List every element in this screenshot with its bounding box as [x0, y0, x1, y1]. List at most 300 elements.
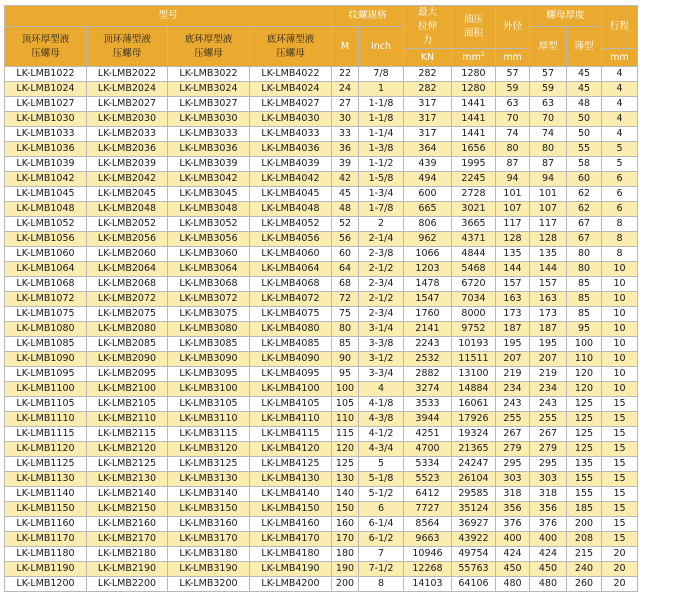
thin-bottom-model-cell: LK-LMB4190 — [250, 562, 332, 577]
thickness-thick-cell: 219 — [530, 367, 567, 382]
thread-m-cell: 200 — [332, 577, 359, 592]
table-row — [5, 517, 638, 532]
thick-top-model-cell: LK-LMB1022 — [5, 67, 87, 82]
thick-top-model-cell: LK-LMB1125 — [5, 457, 87, 472]
thin-bottom-model-cell: LK-LMB4100 — [250, 382, 332, 397]
table-row — [5, 292, 638, 307]
table-row — [5, 412, 638, 427]
outer-dia-cell: 219 — [496, 367, 530, 382]
table-row — [5, 337, 638, 352]
thin-bottom-model-cell: LK-LMB4033 — [250, 127, 332, 142]
oil-area-cell: 2728 — [452, 187, 496, 202]
thread-m-cell: 100 — [332, 382, 359, 397]
outer-dia-cell: 303 — [496, 472, 530, 487]
thickness-thick-cell: 101 — [530, 187, 567, 202]
thick-bottom-model-cell: LK-LMB3048 — [168, 202, 250, 217]
thickness-thick-cell: 144 — [530, 262, 567, 277]
thin-top-model-cell: LK-LMB2115 — [87, 427, 168, 442]
thread-m-cell: 90 — [332, 352, 359, 367]
thread-m-cell: 120 — [332, 442, 359, 457]
thin-bottom-model-cell: LK-LMB4064 — [250, 262, 332, 277]
table-row — [5, 142, 638, 157]
thick-bottom-model-cell: LK-LMB3033 — [168, 127, 250, 142]
oil-area-cell: 11511 — [452, 352, 496, 367]
thin-bottom-model-cell: LK-LMB4039 — [250, 157, 332, 172]
thin-bottom-model-cell: LK-LMB4075 — [250, 307, 332, 322]
thin-bottom-model-cell: LK-LMB4095 — [250, 367, 332, 382]
thin-top-model-cell: LK-LMB2120 — [87, 442, 168, 457]
thickness-thin-cell: 60 — [567, 172, 602, 187]
thick-bottom-model-cell: LK-LMB3090 — [168, 352, 250, 367]
thickness-thick-cell: 94 — [530, 172, 567, 187]
thick-top-model-cell: LK-LMB1024 — [5, 82, 87, 97]
thick-bottom-model-cell: LK-LMB3150 — [168, 502, 250, 517]
stroke-cell: 15 — [602, 442, 638, 457]
table-row — [5, 82, 638, 97]
thickness-thick-cell: 70 — [530, 112, 567, 127]
thin-header: 薄型 — [567, 27, 602, 67]
thickness-thick-cell: 234 — [530, 382, 567, 397]
stroke-cell: 4 — [602, 82, 638, 97]
thread-m-cell: 150 — [332, 502, 359, 517]
thick-bottom-model-cell: LK-LMB3036 — [168, 142, 250, 157]
thread-inch-cell: 1 — [359, 82, 404, 97]
max-tension-cell: 317 — [404, 112, 452, 127]
max-tension-cell: 806 — [404, 217, 452, 232]
thickness-thick-cell: 450 — [530, 562, 567, 577]
thick-bottom-model-cell: LK-LMB3080 — [168, 322, 250, 337]
thick-top-model-cell: LK-LMB1048 — [5, 202, 87, 217]
unit-kn-header: KN — [404, 49, 452, 67]
thread-inch-cell: 1-3/8 — [359, 142, 404, 157]
table-row — [5, 217, 638, 232]
thick-bottom-model-cell: LK-LMB3120 — [168, 442, 250, 457]
thin-top-model-cell: LK-LMB2130 — [87, 472, 168, 487]
thickness-thin-cell: 208 — [567, 532, 602, 547]
thread-m-cell: 24 — [332, 82, 359, 97]
thin-bottom-model-cell: LK-LMB4180 — [250, 547, 332, 562]
stroke-cell: 20 — [602, 577, 638, 592]
thick-bottom-model-cell: LK-LMB3160 — [168, 517, 250, 532]
thin-top-model-cell: LK-LMB2080 — [87, 322, 168, 337]
outer-dia-cell: 279 — [496, 442, 530, 457]
thin-top-model-cell: LK-LMB2027 — [87, 97, 168, 112]
unit-mm-outer-header: mm — [496, 49, 530, 67]
thickness-thin-cell: 155 — [567, 472, 602, 487]
stroke-cell: 6 — [602, 202, 638, 217]
max-tension-cell: 494 — [404, 172, 452, 187]
thread-inch-cell: 2-3/4 — [359, 277, 404, 292]
thick-top-model-cell: LK-LMB1105 — [5, 397, 87, 412]
table-row — [5, 172, 638, 187]
thickness-thin-cell: 120 — [567, 382, 602, 397]
outer-dia-cell: 74 — [496, 127, 530, 142]
thick-top-model-cell: LK-LMB1095 — [5, 367, 87, 382]
thickness-thick-cell: 303 — [530, 472, 567, 487]
unit-mm2-sup: 2 — [480, 50, 485, 58]
oil-area-cell: 14884 — [452, 382, 496, 397]
thread-inch-cell: 3-1/4 — [359, 322, 404, 337]
max-tension-cell: 282 — [404, 67, 452, 82]
thickness-thin-cell: 100 — [567, 337, 602, 352]
thickness-thick-cell: 255 — [530, 412, 567, 427]
table-row — [5, 97, 638, 112]
thin-top-model-cell: LK-LMB2125 — [87, 457, 168, 472]
thread-inch-cell: 4 — [359, 382, 404, 397]
thread-inch-cell: 3-3/4 — [359, 367, 404, 382]
outer-dia-cell: 157 — [496, 277, 530, 292]
oil-area-cell: 1441 — [452, 127, 496, 142]
thin-bottom-model-cell: LK-LMB4140 — [250, 487, 332, 502]
max-tension-header — [404, 6, 452, 49]
table-row — [5, 367, 638, 382]
thin-bottom-model-cell: LK-LMB4160 — [250, 517, 332, 532]
thin-top-model-cell: LK-LMB2170 — [87, 532, 168, 547]
thick-bottom-model-cell: LK-LMB3072 — [168, 292, 250, 307]
thread-inch-cell: 1-1/4 — [359, 127, 404, 142]
table-row — [5, 397, 638, 412]
thick-bottom-model-cell: LK-LMB3125 — [168, 457, 250, 472]
thin-bottom-model-cell: LK-LMB4056 — [250, 232, 332, 247]
thick-bottom-model-cell: LK-LMB3110 — [168, 412, 250, 427]
thick-top-header — [5, 27, 87, 67]
thick-bottom-model-cell: LK-LMB3130 — [168, 472, 250, 487]
thin-top-label: 顶环薄型液压螺母 — [103, 33, 151, 59]
max-tension-cell: 1547 — [404, 292, 452, 307]
thin-bottom-model-cell: LK-LMB4200 — [250, 577, 332, 592]
oil-area-cell: 5468 — [452, 262, 496, 277]
thin-top-model-cell: LK-LMB2030 — [87, 112, 168, 127]
outer-dia-cell: 424 — [496, 547, 530, 562]
max-tension-cell: 14103 — [404, 577, 452, 592]
thick-top-model-cell: LK-LMB1052 — [5, 217, 87, 232]
oil-area-cell: 26104 — [452, 472, 496, 487]
thick-top-model-cell: LK-LMB1027 — [5, 97, 87, 112]
stroke-header: 行程 — [602, 6, 638, 49]
thread-m-cell: 110 — [332, 412, 359, 427]
outer-dia-cell: 63 — [496, 97, 530, 112]
thin-bottom-model-cell: LK-LMB4115 — [250, 427, 332, 442]
oil-area-cell: 16061 — [452, 397, 496, 412]
thin-bottom-model-cell: LK-LMB4170 — [250, 532, 332, 547]
thick-bottom-model-cell: LK-LMB3056 — [168, 232, 250, 247]
outer-dia-cell: 243 — [496, 397, 530, 412]
max-tension-cell: 1066 — [404, 247, 452, 262]
thin-top-model-cell: LK-LMB2052 — [87, 217, 168, 232]
stroke-cell: 10 — [602, 322, 638, 337]
thickness-thick-cell: 207 — [530, 352, 567, 367]
thick-top-model-cell: LK-LMB1033 — [5, 127, 87, 142]
thick-top-model-cell: LK-LMB1080 — [5, 322, 87, 337]
oil-area-cell: 1441 — [452, 97, 496, 112]
oil-area-cell: 3665 — [452, 217, 496, 232]
thickness-thick-cell: 400 — [530, 532, 567, 547]
thick-bottom-model-cell: LK-LMB3042 — [168, 172, 250, 187]
thickness-thin-cell: 50 — [567, 127, 602, 142]
thick-bottom-model-cell: LK-LMB3068 — [168, 277, 250, 292]
outer-dia-cell: 87 — [496, 157, 530, 172]
thick-top-model-cell: LK-LMB1039 — [5, 157, 87, 172]
thickness-thick-cell: 267 — [530, 427, 567, 442]
thread-inch-cell: 1-1/8 — [359, 97, 404, 112]
oil-area-cell: 24247 — [452, 457, 496, 472]
stroke-cell: 10 — [602, 337, 638, 352]
outer-dia-cell: 376 — [496, 517, 530, 532]
oil-area-cell: 1995 — [452, 157, 496, 172]
thick-bottom-model-cell: LK-LMB3180 — [168, 547, 250, 562]
thread-inch-cell: 4-3/4 — [359, 442, 404, 457]
thin-top-model-cell: LK-LMB2022 — [87, 67, 168, 82]
outer-dia-cell: 128 — [496, 232, 530, 247]
stroke-cell: 15 — [602, 472, 638, 487]
oil-area-cell: 17926 — [452, 412, 496, 427]
stroke-cell: 8 — [602, 217, 638, 232]
table-row — [5, 187, 638, 202]
thread-inch-cell: 4-1/2 — [359, 427, 404, 442]
outer-dia-cell: 318 — [496, 487, 530, 502]
thickness-thin-cell: 85 — [567, 292, 602, 307]
thickness-thin-cell: 215 — [567, 547, 602, 562]
oil-area-cell: 1441 — [452, 112, 496, 127]
outer-dia-cell: 80 — [496, 142, 530, 157]
thread-inch-cell: 2-1/4 — [359, 232, 404, 247]
thin-bottom-model-cell: LK-LMB4150 — [250, 502, 332, 517]
unit-inch-header: Inch — [359, 27, 404, 67]
thin-top-model-cell: LK-LMB2075 — [87, 307, 168, 322]
thread-m-cell: 80 — [332, 322, 359, 337]
max-tension-cell: 1478 — [404, 277, 452, 292]
stroke-cell: 15 — [602, 412, 638, 427]
thickness-thin-cell: 85 — [567, 277, 602, 292]
thin-top-model-cell: LK-LMB2095 — [87, 367, 168, 382]
thick-bottom-model-cell: LK-LMB3039 — [168, 157, 250, 172]
oil-area-cell: 10193 — [452, 337, 496, 352]
stroke-cell: 15 — [602, 532, 638, 547]
thick-bottom-model-cell: LK-LMB3064 — [168, 262, 250, 277]
thickness-thin-cell: 48 — [567, 97, 602, 112]
thin-bottom-model-cell: LK-LMB4120 — [250, 442, 332, 457]
table-row — [5, 532, 638, 547]
outer-dia-cell: 255 — [496, 412, 530, 427]
table-row — [5, 247, 638, 262]
thin-bottom-model-cell: LK-LMB4030 — [250, 112, 332, 127]
stroke-cell: 4 — [602, 97, 638, 112]
thick-top-model-cell: LK-LMB1120 — [5, 442, 87, 457]
thickness-thin-cell: 80 — [567, 247, 602, 262]
thread-m-cell: 68 — [332, 277, 359, 292]
thread-inch-cell: 4-3/8 — [359, 412, 404, 427]
thick-top-model-cell: LK-LMB1160 — [5, 517, 87, 532]
stroke-cell: 5 — [602, 157, 638, 172]
thickness-thick-cell: 376 — [530, 517, 567, 532]
stroke-cell: 10 — [602, 277, 638, 292]
unit-mm2-base: mm — [462, 51, 481, 63]
stroke-cell: 6 — [602, 172, 638, 187]
table-row — [5, 112, 638, 127]
stroke-cell: 4 — [602, 127, 638, 142]
thick-bottom-model-cell: LK-LMB3060 — [168, 247, 250, 262]
oil-area-header — [452, 6, 496, 49]
outer-dia-cell: 450 — [496, 562, 530, 577]
thin-top-model-cell: LK-LMB2072 — [87, 292, 168, 307]
thick-top-model-cell: LK-LMB1064 — [5, 262, 87, 277]
outer-dia-cell: 173 — [496, 307, 530, 322]
max-tension-cell: 8564 — [404, 517, 452, 532]
thickness-thick-cell: 163 — [530, 292, 567, 307]
thick-top-model-cell: LK-LMB1030 — [5, 112, 87, 127]
outer-dia-cell: 57 — [496, 67, 530, 82]
max-tension-cell: 6412 — [404, 487, 452, 502]
outer-dia-cell: 163 — [496, 292, 530, 307]
thin-top-model-cell: LK-LMB2045 — [87, 187, 168, 202]
thick-top-model-cell: LK-LMB1060 — [5, 247, 87, 262]
thin-top-model-cell: LK-LMB2068 — [87, 277, 168, 292]
thickness-thick-cell: 74 — [530, 127, 567, 142]
oil-area-cell: 1280 — [452, 82, 496, 97]
thread-inch-cell: 1-7/8 — [359, 202, 404, 217]
thickness-thin-cell: 62 — [567, 202, 602, 217]
thread-m-cell: 52 — [332, 217, 359, 232]
stroke-cell: 20 — [602, 547, 638, 562]
stroke-cell: 5 — [602, 142, 638, 157]
stroke-cell: 10 — [602, 292, 638, 307]
outer-dia-cell: 101 — [496, 187, 530, 202]
thin-top-model-cell: LK-LMB2064 — [87, 262, 168, 277]
thickness-thin-cell: 155 — [567, 487, 602, 502]
thick-bottom-model-cell: LK-LMB3022 — [168, 67, 250, 82]
thin-bottom-label: 底环薄型液压螺母 — [266, 33, 315, 59]
thread-inch-cell: 7/8 — [359, 67, 404, 82]
oil-area-cell: 4371 — [452, 232, 496, 247]
thread-inch-cell: 2-3/4 — [359, 307, 404, 322]
thick-bottom-model-cell: LK-LMB3052 — [168, 217, 250, 232]
thick-top-label: 顶环厚型液压螺母 — [21, 33, 70, 59]
thin-top-model-cell: LK-LMB2160 — [87, 517, 168, 532]
thread-inch-cell: 1-3/4 — [359, 187, 404, 202]
thick-bottom-model-cell: LK-LMB3100 — [168, 382, 250, 397]
thread-m-cell: 75 — [332, 307, 359, 322]
thickness-thin-cell: 85 — [567, 307, 602, 322]
outer-dia-cell: 117 — [496, 217, 530, 232]
thin-top-model-cell: LK-LMB2033 — [87, 127, 168, 142]
thin-bottom-model-cell: LK-LMB4105 — [250, 397, 332, 412]
thin-top-model-cell: LK-LMB2110 — [87, 412, 168, 427]
thin-bottom-model-cell: LK-LMB4027 — [250, 97, 332, 112]
outer-dia-cell: 207 — [496, 352, 530, 367]
outer-dia-cell: 187 — [496, 322, 530, 337]
oil-area-cell: 29585 — [452, 487, 496, 502]
thickness-thin-cell: 62 — [567, 187, 602, 202]
thickness-thick-cell: 173 — [530, 307, 567, 322]
thin-bottom-model-cell: LK-LMB4048 — [250, 202, 332, 217]
thick-bottom-header — [168, 27, 250, 67]
thickness-thin-cell: 125 — [567, 427, 602, 442]
table-row — [5, 472, 638, 487]
stroke-cell: 10 — [602, 262, 638, 277]
thread-m-cell: 115 — [332, 427, 359, 442]
thread-m-cell: 39 — [332, 157, 359, 172]
thread-inch-cell: 4-1/8 — [359, 397, 404, 412]
thin-top-model-cell: LK-LMB2180 — [87, 547, 168, 562]
thin-top-model-cell: LK-LMB2150 — [87, 502, 168, 517]
thickness-thin-cell: 135 — [567, 457, 602, 472]
outer-dia-cell: 59 — [496, 82, 530, 97]
thick-top-model-cell: LK-LMB1090 — [5, 352, 87, 367]
thread-m-cell: 170 — [332, 532, 359, 547]
thin-bottom-model-cell: LK-LMB4045 — [250, 187, 332, 202]
stroke-cell: 15 — [602, 427, 638, 442]
thick-bottom-model-cell: LK-LMB3105 — [168, 397, 250, 412]
max-tension-cell: 439 — [404, 157, 452, 172]
thread-m-cell: 27 — [332, 97, 359, 112]
thread-m-cell: 30 — [332, 112, 359, 127]
max-tension-cell: 665 — [404, 202, 452, 217]
thread-inch-cell: 2-1/2 — [359, 262, 404, 277]
thread-inch-cell: 6 — [359, 502, 404, 517]
thin-bottom-model-cell: LK-LMB4060 — [250, 247, 332, 262]
oil-area-cell: 6720 — [452, 277, 496, 292]
table-row — [5, 67, 638, 82]
outer-dia-cell: 70 — [496, 112, 530, 127]
stroke-cell: 15 — [602, 487, 638, 502]
thin-top-model-cell: LK-LMB2042 — [87, 172, 168, 187]
stroke-cell: 8 — [602, 247, 638, 262]
thick-top-model-cell: LK-LMB1068 — [5, 277, 87, 292]
thin-top-model-cell: LK-LMB2085 — [87, 337, 168, 352]
thickness-thick-cell: 187 — [530, 322, 567, 337]
thickness-thin-cell: 80 — [567, 262, 602, 277]
table-row — [5, 232, 638, 247]
thread-inch-cell: 3-3/8 — [359, 337, 404, 352]
thread-m-cell: 72 — [332, 292, 359, 307]
stroke-cell: 10 — [602, 352, 638, 367]
thin-bottom-model-cell: LK-LMB4110 — [250, 412, 332, 427]
stroke-cell: 15 — [602, 457, 638, 472]
thread-inch-cell: 8 — [359, 577, 404, 592]
thin-top-header — [87, 27, 168, 67]
thick-bottom-model-cell: LK-LMB3027 — [168, 97, 250, 112]
thread-m-cell: 130 — [332, 472, 359, 487]
thread-inch-cell: 5-1/8 — [359, 472, 404, 487]
thick-bottom-model-cell: LK-LMB3115 — [168, 427, 250, 442]
thread-inch-cell: 1-1/2 — [359, 157, 404, 172]
thread-m-cell: 160 — [332, 517, 359, 532]
thick-bottom-label: 底环厚型液压螺母 — [184, 33, 233, 59]
table-row — [5, 457, 638, 472]
thread-m-cell: 64 — [332, 262, 359, 277]
thread-inch-cell: 1-1/8 — [359, 112, 404, 127]
max-tension-cell: 364 — [404, 142, 452, 157]
thickness-thin-cell: 200 — [567, 517, 602, 532]
thick-bottom-model-cell: LK-LMB3024 — [168, 82, 250, 97]
thin-bottom-model-cell: LK-LMB4072 — [250, 292, 332, 307]
max-tension-cell: 4251 — [404, 427, 452, 442]
thin-top-model-cell: LK-LMB2100 — [87, 382, 168, 397]
oil-area-cell: 36927 — [452, 517, 496, 532]
thread-inch-cell: 2 — [359, 217, 404, 232]
thread-m-cell: 56 — [332, 232, 359, 247]
max-tension-cell: 600 — [404, 187, 452, 202]
max-tension-cell: 7727 — [404, 502, 452, 517]
thin-top-model-cell: LK-LMB2024 — [87, 82, 168, 97]
thin-bottom-model-cell: LK-LMB4130 — [250, 472, 332, 487]
stroke-cell: 4 — [602, 112, 638, 127]
thin-top-model-cell: LK-LMB2140 — [87, 487, 168, 502]
thickness-thick-cell: 480 — [530, 577, 567, 592]
thickness-thick-cell: 87 — [530, 157, 567, 172]
thickness-thick-cell: 107 — [530, 202, 567, 217]
thread-spec-header: 纹螺规格 — [332, 6, 404, 27]
